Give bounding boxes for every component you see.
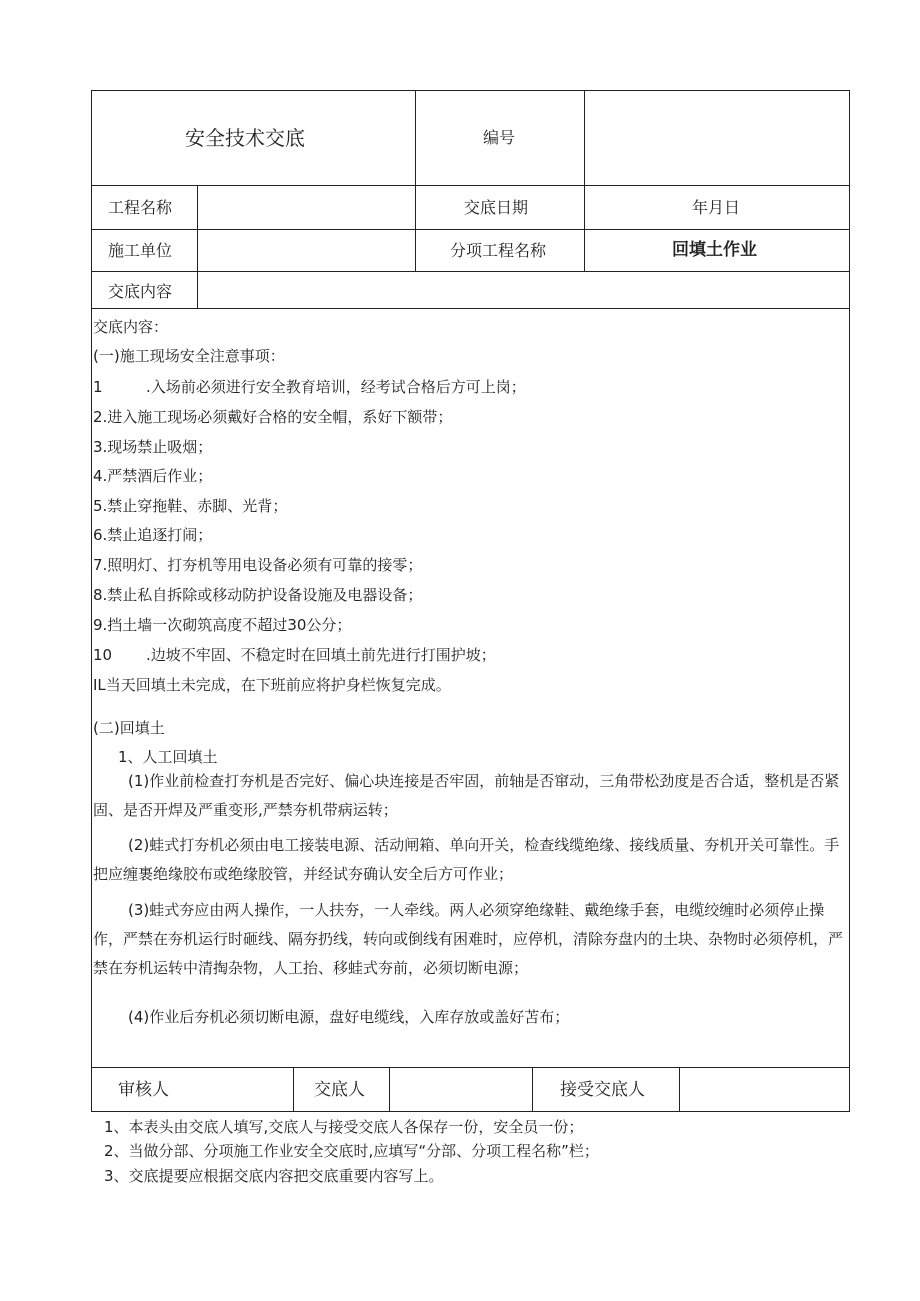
list-item: 5.禁止穿拖鞋、赤脚、光背； bbox=[93, 497, 288, 515]
list-item: .边坡不牢固、不稳定时在回填土前先进行打围护坡； bbox=[146, 646, 496, 664]
receiver-label: 接受交底人 bbox=[560, 1080, 645, 1100]
paragraph: (4)作业后夯机必须切断电源，盘好电缆线，入库存放或盖好苫布； bbox=[128, 1008, 570, 1026]
table-border-bottom bbox=[91, 1111, 850, 1112]
reviewer-label: 审核人 bbox=[118, 1080, 169, 1100]
list-item: 6.禁止追逐打闹； bbox=[93, 526, 213, 544]
table-rule bbox=[584, 90, 585, 272]
table-border-right bbox=[849, 90, 850, 1112]
list-item: .入场前必须进行安全教育培训，经考试合格后方可上岗； bbox=[146, 378, 526, 396]
table-rule bbox=[197, 185, 198, 309]
form-title: 安全技术交底 bbox=[185, 126, 305, 150]
list-item: 9.挡土墙一次砌筑高度不超过30公分； bbox=[93, 616, 352, 634]
briefing-content-label: 交底内容 bbox=[108, 282, 173, 301]
paragraph: (3)蛙式夯应由两人操作，一人扶夯，一人牵线。两人必须穿绝缘鞋、戴绝缘手套，电缆绞缠时必须停止操作，严禁在夯机运行时砸线、隔夯扔线，转向或倒线有困难时，应停机，清除夯盘内的土块、杂物时必须停机，严禁在夯机运转中清掏杂物，人工抬、移蛙式夯前，必须切断电源； bbox=[93, 901, 844, 977]
briefing-date-value: 年月日 bbox=[692, 198, 741, 217]
note: 1、本表头由交底人填写,交底人与接受交底人各保存一份，安全员一份； bbox=[104, 1118, 584, 1136]
briefing-date-label: 交底日期 bbox=[464, 198, 529, 217]
table-rule bbox=[91, 229, 850, 230]
table-rule bbox=[415, 90, 416, 272]
section-2-heading: (二)回填土 bbox=[93, 719, 165, 737]
sub-project-name-value: 回填土作业 bbox=[672, 240, 757, 260]
list-item: 2.进入施工现场必须戴好合格的安全帽，系好下额带； bbox=[93, 408, 453, 426]
table-rule bbox=[389, 1067, 390, 1112]
list-item: 4.严禁酒后作业； bbox=[93, 467, 213, 485]
paragraph: (1)作业前检查打夯机是否完好、偏心块连接是否牢固，前轴是否窜动，三角带松劲度是否合适，整机是否紧固、是否开焊及严重变形,严禁夯机带病运转； bbox=[93, 772, 840, 819]
sub-project-name-label: 分项工程名称 bbox=[450, 241, 547, 260]
table-rule bbox=[532, 1067, 533, 1112]
section-1-heading: (一)施工现场安全注意事项： bbox=[93, 347, 285, 365]
table-rule bbox=[679, 1067, 680, 1112]
briefer-label: 交底人 bbox=[314, 1080, 365, 1100]
list-item: 1 bbox=[93, 378, 103, 396]
note: 2、当做分部、分项施工作业安全交底时,应填写“分部、分项工程名称”栏； bbox=[104, 1142, 599, 1160]
note: 3、交底提要应根据交底内容把交底重要内容写上。 bbox=[104, 1167, 444, 1185]
table-rule bbox=[91, 185, 850, 186]
list-item: 7.照明灯、打夯机等用电设备必须有可靠的接零； bbox=[93, 556, 423, 574]
table-rule bbox=[293, 1067, 294, 1112]
list-item: 3.现场禁止吸烟； bbox=[93, 438, 213, 456]
subsection-heading: 1、人工回填土 bbox=[118, 748, 218, 766]
list-item: 8.禁止私自拆除或移动防护设备设施及电器设备； bbox=[93, 586, 423, 604]
list-item: 10 bbox=[93, 646, 113, 664]
content-heading: 交底内容： bbox=[93, 318, 169, 336]
serial-number-label: 编号 bbox=[483, 128, 516, 147]
paragraph: (2)蛙式打夯机必须由电工接装电源、活动闸箱、单向开关，检查线缆绝缘、接线质量、夯机开关可靠性。手把应缠裹绝缘胶布或绝缘胶管，并经试夯确认安全后方可作业； bbox=[93, 836, 840, 883]
list-item: IL当天回填土未完成，在下班前应将护身栏恢复完成。 bbox=[93, 676, 451, 694]
table-border-left bbox=[91, 90, 92, 1112]
table-rule bbox=[91, 1067, 850, 1068]
table-border-top bbox=[91, 90, 850, 91]
table-rule bbox=[91, 308, 850, 309]
construction-unit-label: 施工单位 bbox=[108, 241, 173, 260]
project-name-label: 工程名称 bbox=[108, 198, 173, 217]
table-rule bbox=[91, 271, 850, 272]
